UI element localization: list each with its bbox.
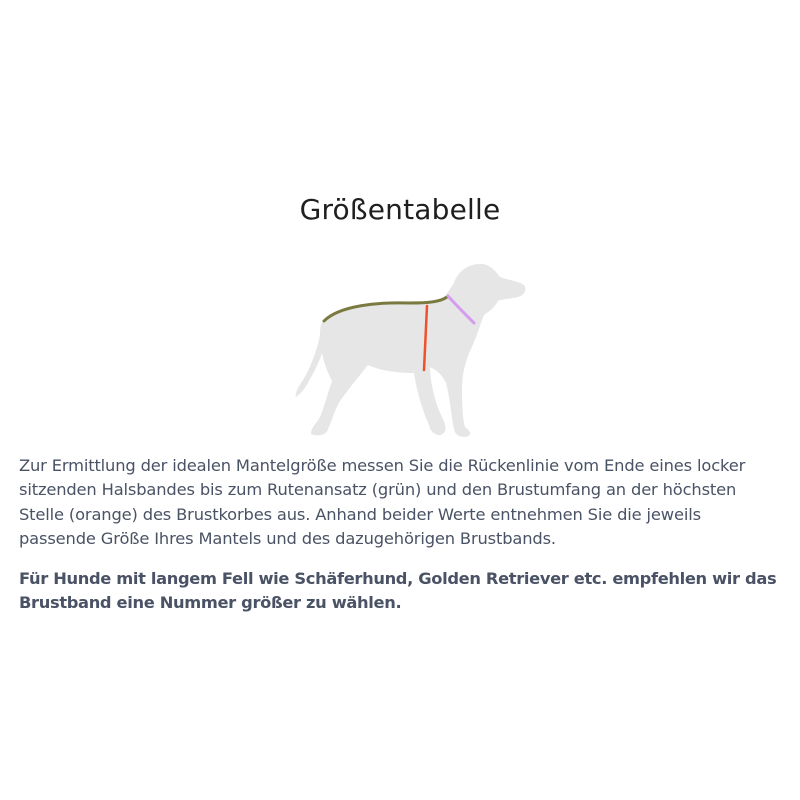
- intro-paragraph: Zur Ermittlung der idealen Mantelgröße messen Sie die Rückenlinie vom Ende eines locker sitzenden Halsbandes bis zum Rutenansatz (grün) und den Brustumfang an der höchsten Stelle (orange) des Brustkorbes aus. Anhand beider Werte entnehmen Sie die jeweils passende Größe Ihres Mantels und des dazugehörigen Brustbands.: [19, 456, 746, 548]
- page-title: Größentabelle: [299, 193, 501, 226]
- dog-silhouette: [296, 264, 526, 437]
- dog-measurement-illustration: [280, 255, 540, 440]
- long-fur-note: Für Hunde mit langem Fell wie Schäferhund, Golden Retriever etc. empfehlen wir das Brustband eine Nummer größer zu wählen.: [19, 569, 777, 613]
- dog-measurement-icon: [280, 255, 540, 440]
